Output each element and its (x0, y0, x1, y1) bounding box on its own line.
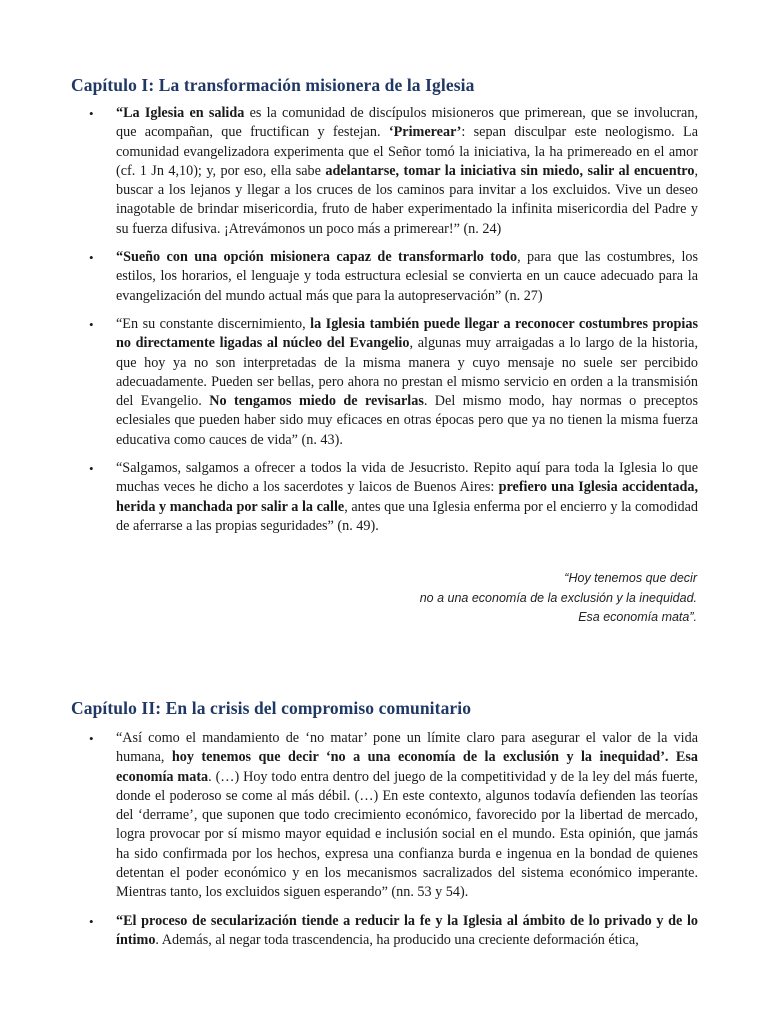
bullet-icon: • (89, 913, 94, 929)
emphasis-text: la Iglesia también puede llegar a reconocer costumbres propias no directamente ligadas al núcleo del Evangelio (116, 315, 698, 352)
pull-quote (420, 569, 697, 628)
emphasis-text: ‘Primerear’ (388, 124, 462, 141)
list-item (71, 104, 698, 239)
pull-quote-line-2: no a una economía de la exclusión y la inequidad. (419, 590, 697, 605)
chapter-1-list (71, 104, 698, 545)
body-text: , buscar a los lejanos y llegar a los cruces de los caminos para invitar a los excluidos. Vive un deseo inagotable de brindar misericordia, fruto de haber experimentado la infinita misericordia del Padre y su fuerza difusiva. ¡Atrevámonos un poco más a primerear!” (n. 24) (116, 162, 698, 237)
emphasis-text: adelantarse, tomar la iniciativa sin miedo, salir al encuentro (325, 162, 695, 179)
chapter-2-title: Capítulo II: En la crisis del compromiso comunitario (71, 698, 472, 718)
body-text: , para que las costumbres, los estilos, los horarios, el lenguaje y toda estructura eclesial se convierta en un cauce adecuado para la evangelización del mundo actual más que para la autopreservación” (n. 27) (116, 249, 698, 304)
body-text: . Del mismo modo, hay normas o preceptos eclesiales que pueden haber sido muy eficaces en otras épocas pero que ya no tienen la misma fuerza educativa como cauces de vida” (n. 43). (116, 393, 698, 448)
emphasis-text: “Sueño con una opción misionera capaz de transformarlo todo (116, 249, 518, 266)
chapter-2-list (71, 729, 698, 959)
emphasis-text: “La Iglesia en salida (116, 105, 245, 121)
pull-quote-line-1: “Hoy tenemos que decir (564, 571, 697, 585)
emphasis-text: prefiero una Iglesia accidentada, herida y manchada por salir a la calle (116, 479, 698, 515)
body-text: . Además, al negar toda trascendencia, ha producido una creciente deformación ética, (155, 931, 639, 948)
chapter-1-title: Capítulo I: La transformación misionera de la Iglesia (71, 75, 475, 95)
body-text: “En su constante discernimiento, (116, 315, 311, 332)
list-item (71, 912, 698, 950)
body-text: , antes que una Iglesia enferma por el encierro y la comodidad de aferrarse a las propias seguridades” (n. 49). (116, 498, 698, 534)
bullet-icon: • (89, 106, 94, 121)
emphasis-text: No tengamos miedo de revisarlas (209, 393, 424, 410)
body-text: “Salgamos, salgamos a ofrecer a todos la vida de Jesucristo. Repito aquí para toda la Iglesia lo que muchas veces he dicho a los sacerdotes y laicos de Buenos Aires: (116, 460, 698, 496)
body-text: : sepan disculpar este neologismo. La comunidad evangelizadora experimenta que el Señor tomó la iniciativa, la ha primereado en el amor (cf. 1 Jn 4,10); y, por eso, ella sabe (116, 124, 698, 179)
list-item (71, 248, 698, 306)
emphasis-text: “El proceso de secularización tiende a reducir la fe y la Iglesia al ámbito de lo privado y de lo íntimo (116, 912, 698, 948)
list-item (71, 315, 698, 450)
list-item (71, 459, 698, 536)
pull-quote-line-3: Esa economía mata”. (578, 610, 697, 624)
bullet-icon: • (89, 461, 94, 477)
body-text: . (…) Hoy todo entra dentro del juego de la competitividad y de la ley del más fuerte, donde el poderoso se come al más débil. (…) En este contexto, algunos todavía defienden las teorías del ‘derrame’, que suponen que todo crecimiento económico, favorecido por la libertad de mercado, logra provocar por sí mismo mayor equidad e inclusión social en el mundo. Esta opinión, que jamás ha sido confirmada por los hechos, expresa una confianza burda e ingenua en la bondad de quienes detentan el poder económico y en los mecanismos sacralizados del sistema económico imperante. Mientras tanto, los excluidos siguen esperando” (nn. 53 y 54). (116, 768, 698, 901)
body-text: “Así como el mandamiento de ‘no matar’ pone un límite claro para asegurar el valor de la vida humana, (116, 730, 698, 766)
bullet-icon: • (89, 250, 94, 266)
body-text: , algunas muy arraigadas a lo largo de la historia, que hoy ya no son interpretadas de la misma manera y cuyo mensaje no suele ser percibido adecuadamente. Pueden ser bellas, pero ahora no prestan el mismo servicio en orden a la transmisión del Evangelio. (116, 335, 699, 410)
body-text: es la comunidad de discípulos misioneros que primerean, que se involucran, que acompañan, que fructifican y festejan. (116, 105, 698, 141)
list-item (71, 729, 698, 903)
bullet-icon: • (89, 316, 94, 332)
emphasis-text: hoy tenemos que decir ‘no a una economía de la exclusión y la inequidad’. Esa economía mata (116, 749, 698, 785)
bullet-icon: • (89, 731, 94, 746)
